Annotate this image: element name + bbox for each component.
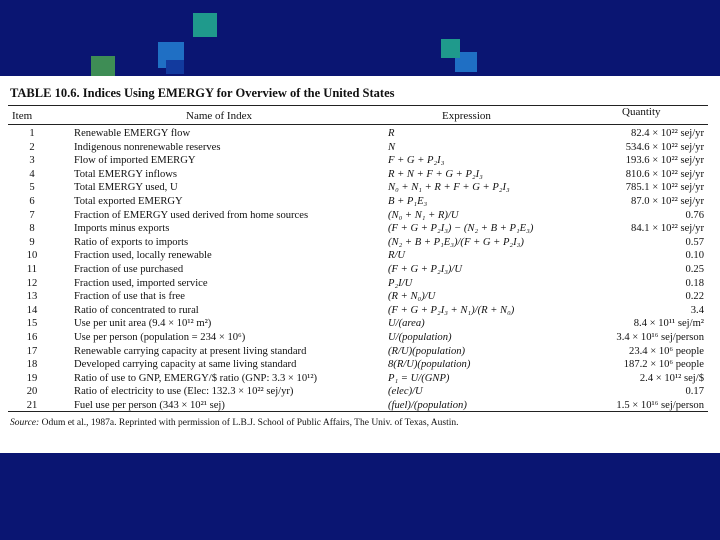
teal-square [193,13,217,37]
row-item: 12 [26,277,38,289]
source-label: Source: [10,418,40,428]
row-name: Fraction of use that is free [74,291,185,303]
row-item: 7 [29,209,35,221]
source-text: Odum et al., 1987a. Reprinted with permission of L.B.J. School of Public Affairs, The Univ. of Texas, Austin. [41,418,459,428]
source-note [10,418,459,428]
row-item: 11 [26,264,38,275]
table-row [0,291,720,304]
table-row [0,373,720,386]
row-item: 8 [29,223,35,235]
table-row [0,305,720,318]
table-row [0,128,720,141]
row-name: Fuel use per person (343 × 10²¹ sej) [74,400,225,411]
navy-square [166,60,184,74]
row-name: Fraction used, imported service [74,277,208,289]
row-expression: (R + N₀)/U [388,291,436,303]
row-quantity: 0.76 [685,209,704,221]
table-top-rule [8,105,708,106]
row-quantity: 84.1 × 10²² sej/yr [631,223,704,235]
row-quantity: 0.10 [685,250,704,262]
row-item: 21 [26,400,38,411]
header-expression: Expression [442,110,491,122]
row-item: 4 [29,168,35,180]
row-quantity: 193.6 × 10²² sej/yr [625,155,704,167]
row-expression: B + P₁E₃ [388,196,428,207]
row-quantity: 0.57 [685,236,704,248]
row-name: Fraction used, locally renewable [74,250,212,262]
row-name: Total EMERGY inflows [74,168,178,180]
row-item: 18 [26,359,38,371]
table-row [0,155,720,168]
row-quantity: 82.4 × 10²² sej/yr [631,128,704,139]
row-item: 15 [26,318,38,330]
table-sheet [0,76,720,453]
table-header-rule [8,124,708,125]
row-item: 13 [26,291,38,303]
table-row [0,169,720,182]
row-item: 17 [26,345,38,357]
table-row [0,210,720,223]
row-expression: R [388,128,395,139]
row-name: Use per person (population = 234 × 10⁶) [74,332,246,343]
row-quantity: 0.18 [685,277,704,289]
teal-square [441,39,460,58]
row-item: 14 [26,304,38,316]
row-expression: (F + G + P₂I₃) − (N₂ + B + P₁E₃) [388,223,534,235]
row-item: 2 [29,141,35,153]
table-row [0,264,720,277]
row-quantity: 3.4 × 10¹⁶ sej/person [616,332,704,343]
row-item: 1 [29,128,35,139]
table-row [0,196,720,209]
row-expression: R + N + F + G + P₂I₃ [388,168,483,180]
row-item: 19 [26,372,38,384]
row-name: Ratio of use to GNP, EMERGY/$ ratio (GNP: 3.3 × 10¹²) [74,372,318,384]
header-item: Item [12,110,33,122]
table-row [0,346,720,359]
row-quantity: 1.5 × 10¹⁶ sej/person [616,400,704,411]
row-name: Imports minus exports [74,223,170,235]
row-name: Total exported EMERGY [74,196,183,207]
row-expression: (F + G + P₂I₃ + N₁)/(R + N₀) [388,304,515,316]
row-expression: U/(population) [388,332,452,343]
row-quantity: 87.0 × 10²² sej/yr [631,196,704,207]
row-name: Renewable carrying capacity at present living standard [74,345,307,357]
row-quantity: 3.4 [690,304,704,316]
row-item: 10 [26,250,38,262]
row-item: 9 [29,236,35,248]
row-item: 3 [29,155,35,167]
row-item: 20 [26,386,38,398]
row-name: Fraction of EMERGY used derived from home sources [74,209,309,221]
row-quantity: 810.6 × 10²² sej/yr [625,168,704,180]
row-item: 5 [29,182,35,194]
row-expression: (N₂ + B + P₁E₃)/(F + G + P₂I₃) [388,236,524,248]
row-name: Total EMERGY used, U [74,182,178,194]
table-row [0,182,720,195]
row-expression: P₁ = U/(GNP) [388,372,450,384]
row-name: Indigenous nonrenewable reserves [74,141,221,153]
row-name: Ratio of concentrated to rural [74,304,199,316]
row-expression: U/(area) [388,318,425,330]
row-name: Ratio of exports to imports [74,236,189,248]
table-row [0,332,720,345]
row-expression: (elec)/U [388,386,423,398]
table-row [0,237,720,250]
row-quantity: 0.25 [685,264,704,275]
row-name: Developed carrying capacity at same living standard [74,359,297,371]
row-expression: (fuel)/(population) [388,400,467,411]
row-item: 16 [26,332,38,343]
row-quantity: 2.4 × 10¹² sej/$ [639,372,704,384]
row-quantity: 8.4 × 10¹¹ sej/m² [633,318,704,330]
row-name: Renewable EMERGY flow [74,128,191,139]
table-row [0,278,720,291]
table-row [0,142,720,155]
row-expression: N [388,141,396,153]
row-quantity: 187.2 × 10⁶ people [623,359,704,371]
row-quantity: 785.1 × 10²² sej/yr [625,182,704,194]
table-row [0,223,720,236]
row-quantity: 0.22 [685,291,704,303]
row-quantity: 23.4 × 10⁶ people [629,345,704,357]
row-name: Flow of imported EMERGY [74,155,196,167]
table-bottom-rule [8,411,708,412]
row-expression: N₀ + N₁ + R + F + G + P₂I₃ [388,182,510,194]
row-expression: (R/U)(population) [388,345,466,357]
row-expression: (F + G + P₂I₃)/U [388,264,463,275]
table-row [0,359,720,372]
green-square [91,56,115,76]
row-expression: R/U [388,250,406,262]
row-name: Fraction of use purchased [74,264,184,275]
row-name: Use per unit area (9.4 × 10¹² m²) [74,318,212,330]
table-row [0,386,720,399]
row-expression: F + G + P₂I₃ [388,155,445,167]
row-name: Ratio of electricity to use (Elec: 132.3 × 10²² sej/yr) [74,386,294,398]
table-row [0,250,720,263]
row-expression: (N₀ + N₁ + R)/U [388,209,459,221]
table-caption: TABLE 10.6. Indices Using EMERGY for Overview of the United States [10,86,395,100]
row-quantity: 0.17 [685,386,704,398]
table-row [0,318,720,331]
row-quantity: 534.6 × 10²² sej/yr [625,141,704,153]
row-expression: P₂I/U [388,277,413,289]
row-expression: 8(R/U)(population) [388,359,471,371]
header-name: Name of Index [186,110,252,122]
row-item: 6 [29,196,35,207]
header-quantity: Quantity [622,106,661,118]
